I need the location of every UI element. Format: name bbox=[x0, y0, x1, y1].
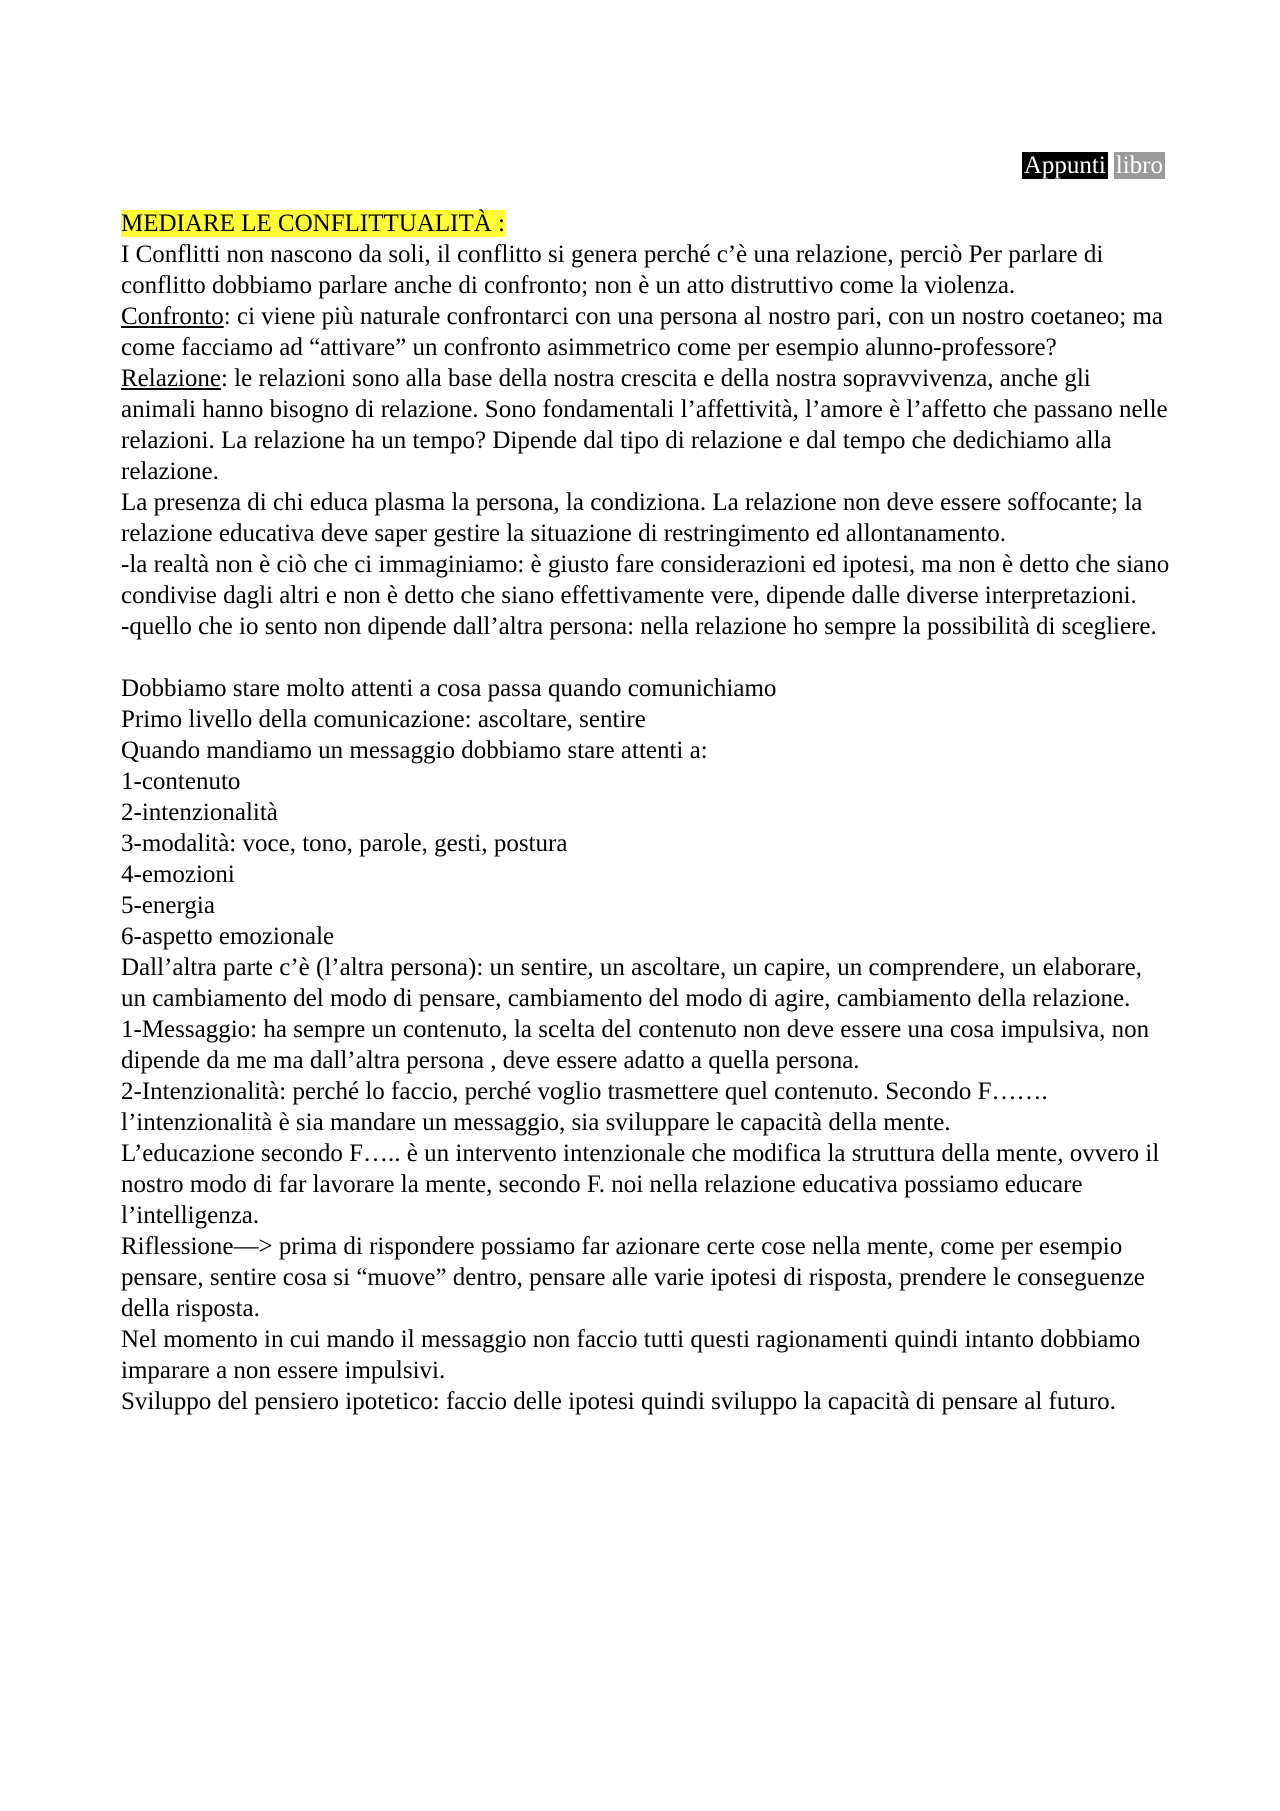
term-confronto: Confronto bbox=[121, 303, 224, 330]
paragraph: Sviluppo del pensiero ipotetico: faccio delle ipotesi quindi sviluppo la capacità di pensare al futuro. bbox=[121, 1388, 1116, 1415]
paragraph-relazione bbox=[121, 363, 1171, 487]
header-tags bbox=[1022, 151, 1165, 181]
paragraph-confronto bbox=[121, 301, 1171, 363]
term-relazione: Relazione bbox=[121, 365, 221, 392]
paragraph: L’educazione secondo F….. è un intervento intenzionale che modifica la struttura della mente, ovvero il nostro modo di far lavorare la mente, secondo F. noi nella relazione educativa possiamo educare l’intelligenza. bbox=[121, 1140, 1160, 1229]
relazione-text: : le relazioni sono alla base della nostra crescita e della nostra sopravvivenza, anche gli animali hanno bisogno di relazione. Sono fondamentali l’affettività, l’amore è l’affetto che passano nelle relazioni. La relazione ha un tempo? Dipende dal tipo di relazione e dal tempo che dedichiamo alla relazione. bbox=[121, 365, 1168, 485]
paragraph: Quando mandiamo un messaggio dobbiamo stare attenti a: bbox=[121, 737, 708, 764]
paragraph: Dall’altra parte c’è (l’altra persona): un sentire, un ascoltare, un capire, un comprendere, un elaborare, un cambiamento del modo di pensare, cambiamento del modo di agire, cambiamento della relazione. bbox=[121, 954, 1143, 1012]
list-item: 1-contenuto bbox=[121, 768, 241, 795]
paragraph: 2-Intenzionalità: perché lo faccio, perché voglio trasmettere quel contenuto. Secondo F……. l’intenzionalità è sia mandare un messaggio, sia sviluppare le capacità della mente. bbox=[121, 1078, 1048, 1136]
list-item: 6-aspetto emozionale bbox=[121, 923, 335, 950]
list-item: 3-modalità: voce, tono, parole, gesti, postura bbox=[121, 830, 568, 857]
list-item: 4-emozioni bbox=[121, 861, 235, 888]
paragraph: I Conflitti non nascono da soli, il conflitto si genera perché c’è una relazione, perciò Per parlare di conflitto dobbiamo parlare anche di confronto; non è un atto distruttivo come la violenza. bbox=[121, 241, 1104, 299]
paragraph: La presenza di chi educa plasma la persona, la condiziona. La relazione non deve essere soffocante; la relazione educativa deve saper gestire la situazione di restringimento ed allontanamento. bbox=[121, 489, 1143, 547]
title-line bbox=[121, 208, 1171, 239]
paragraph: 1-Messaggio: ha sempre un contenuto, la scelta del contenuto non deve essere una cosa impulsiva, non dipende da me ma dall’altra persona , deve essere adatto a quella persona. bbox=[121, 1016, 1150, 1074]
list-item: 2-intenzionalità bbox=[121, 799, 278, 826]
list-item: 5-energia bbox=[121, 892, 215, 919]
paragraph: -la realtà non è ciò che ci immaginiamo: è giusto fare considerazioni ed ipotesi, ma non è detto che siano condivise dagli altri e non è detto che siano effettivamente vere, dipende dalle diverse interpretazioni. bbox=[121, 551, 1170, 609]
document-title: MEDIARE LE CONFLITTUALITÀ : bbox=[121, 210, 505, 237]
paragraph: Dobbiamo stare molto attenti a cosa passa quando comunichiamo bbox=[121, 675, 777, 702]
spacer bbox=[121, 642, 1171, 673]
tag-appunti: Appunti bbox=[1023, 152, 1106, 179]
paragraph: Nel momento in cui mando il messaggio non faccio tutti questi ragionamenti quindi intanto dobbiamo imparare a non essere impulsivi. bbox=[121, 1326, 1141, 1384]
confronto-text: : ci viene più naturale confrontarci con una persona al nostro pari, con un nostro coetaneo; ma come facciamo ad “attivare” un confronto asimmetrico come per esempio alunno-professore? bbox=[121, 303, 1164, 361]
paragraph: Riflessione—> prima di rispondere possiamo far azionare certe cose nella mente, come per esempio pensare, sentire cosa si “muove” dentro, pensare alle varie ipotesi di risposta, prendere le conseguenze della risposta. bbox=[121, 1233, 1145, 1322]
paragraph: -quello che io sento non dipende dall’altra persona: nella relazione ho sempre la possibilità di scegliere. bbox=[121, 613, 1157, 640]
tag-libro: libro bbox=[1115, 152, 1163, 179]
document-body bbox=[121, 208, 1171, 1417]
paragraph: Primo livello della comunicazione: ascoltare, sentire bbox=[121, 706, 646, 733]
